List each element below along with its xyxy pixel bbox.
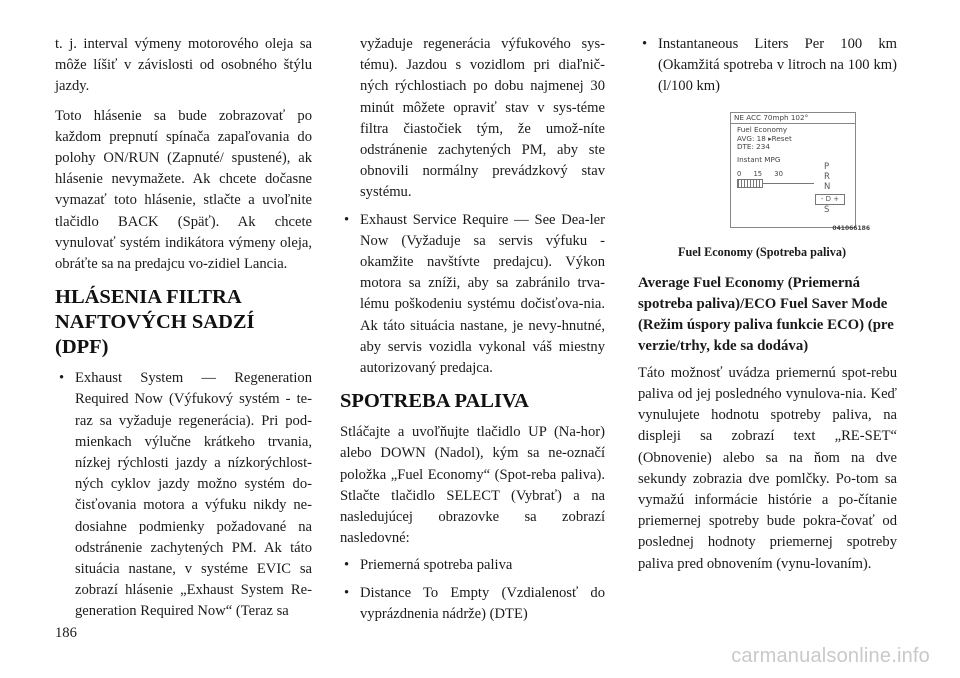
service-list xyxy=(340,210,605,380)
list-item-dte: • Distance To Empty (Vzdialenosť do vyprázdnenia nádrže) (DTE) xyxy=(340,583,605,625)
watermark: carmanualsonline.info xyxy=(731,645,930,667)
paragraph-average-fuel: Táto možnosť uvádza priemernú spot-rebu paliva od jej posledného vynulova-nia. Keď vynulujete hodnotu spotreby paliva, na displeji sa zobrazí text „RE-SET“ (Obnovenie) alebo sa na ňom na dve sekundy zobrazia dve pomlčky. Po-tom sa vymažú informácie histórie a po-čítanie priemernej spotreby bude pokra-čovať od poslednej hodnoty priemernej spotreby paliva pred obnovením (vynu-lovaním). xyxy=(638,364,897,572)
gear-r: R xyxy=(824,171,830,182)
column-left xyxy=(55,34,312,629)
gear-n: N xyxy=(824,181,831,192)
paragraph-fuel-instructions: Stláčajte a uvoľňujte tlačidlo UP (Na-hor) alebo DOWN (Nadol), kým sa ne-označí položka „Fuel Economy“ (Spot-reba paliva). Stlačte tlačidlo SELECT (Vybrať) a na nasledujúcej obrazovke sa zobrazí nasledovné: xyxy=(340,424,605,547)
screen-title: Fuel Economy xyxy=(737,125,788,135)
heading-dpf-messages: HLÁSENIA FILTRA NAFTOVÝCH SADZÍ (DPF) xyxy=(55,286,255,359)
list-item-instant-liters: • Instantaneous Liters Per 100 km (Okamžitá spotreba v litroch na 100 km) (l/100 km) xyxy=(638,34,897,98)
figure-caption: Fuel Economy (Spotreba paliva) xyxy=(678,244,847,259)
column-middle xyxy=(340,34,605,631)
mpg-scale-ticks: 0 15 30 xyxy=(737,169,783,178)
fuel-list xyxy=(340,555,605,625)
dpf-list xyxy=(55,368,312,622)
paragraph-oil-interval: t. j. interval výmeny motorového oleja sa môže líšiť v závislosti od osobného štýlu jazdy. xyxy=(55,36,312,95)
screen-text xyxy=(731,124,855,164)
list-item-exhaust-service: • Exhaust Service Require — See Dea-ler Now (Vyžaduje sa servis výfuku - okamžite navštívte predajcu). Výkon motora sa zníži, aby sa zabránilo trva-lému poškodeniu systému dočisťova-nia. Ak táto situácia nastane, je nevy-hnutné, aby servis vozidla vykonal váš miestny autorizovaný predajca. xyxy=(340,210,605,380)
column-right xyxy=(638,34,897,581)
screen-dte: DTE: 234 xyxy=(737,142,770,152)
screen-instant-label: Instant MPG xyxy=(737,154,781,164)
paragraph-continuation: vyžaduje regenerácia výfukového sys-tému). Jazdou s vozidlom pri diaľnič-ných rýchlostiach po dobu najmenej 30 minút môžete opraviť stav v sys-téme filtra čiastočiek tým, že umož-níte odstránenie zachytených PM, aby ste obnovili normálny prevádzkový stav systému. xyxy=(360,36,605,201)
figure-code: 041066186 xyxy=(832,225,870,233)
mpg-bar xyxy=(737,179,763,188)
list-item-average-fuel: • Priemerná spotreba paliva xyxy=(340,555,605,576)
heading-fuel-economy: SPOTREBA PALIVA xyxy=(340,390,529,413)
mpg-scale-line xyxy=(762,183,814,184)
page-number: 186 xyxy=(55,625,77,641)
screen-topbar: NE ACC 70mph 102° xyxy=(731,113,855,125)
fuel-economy-figure xyxy=(730,112,870,240)
paragraph-oil-message: Toto hlásenie sa bude zobrazovať po každom prepnutí spínača zapaľovania do polohy ON/RUN (Zapnuté/ spustené), ak hlásenie nevymažete. Ak chcete dočasne vymazať toto hlásenie, stlačte a uvoľnite tlačidlo BACK (Späť). Ak chcete vynulovať systém indikátora výmeny oleja, obráťte sa na predajcu vo-zidiel Lancia. xyxy=(55,107,312,273)
gear-p: P xyxy=(824,161,830,172)
gear-s: S xyxy=(824,204,830,215)
instant-list xyxy=(638,34,897,98)
subheading-average-fuel-economy: Average Fuel Economy (Priemerná spotreba paliva)/ECO Fuel Saver Mode (Režim úspory paliva funkcie ECO) (pre verzie/trhy, kde sa dodáva) xyxy=(638,274,894,354)
evic-screen xyxy=(730,112,856,228)
screen-avg: AVG: 18 ▸Reset xyxy=(737,133,792,143)
gear-d: - D + xyxy=(815,194,845,205)
list-item-exhaust-regeneration: • Exhaust System — Regeneration Required Now (Výfukový systém - te-raz sa vyžaduje regenerácia). Pri pod-mienkach výlučne krátkeho trvania, nízkej rýchlosti jazdy a nízkorýchlost-ných cyklov jazdy možno systém do-čisťovania motora a výfuku nikdy ne-dosiahne podmienky požadované na odstránenie zachytených PM. Ak táto situácia nastane, v systéme EVIC sa zobrazí hlásenie „Exhaust System Re-generation Required Now“ (Teraz sa xyxy=(55,368,312,622)
